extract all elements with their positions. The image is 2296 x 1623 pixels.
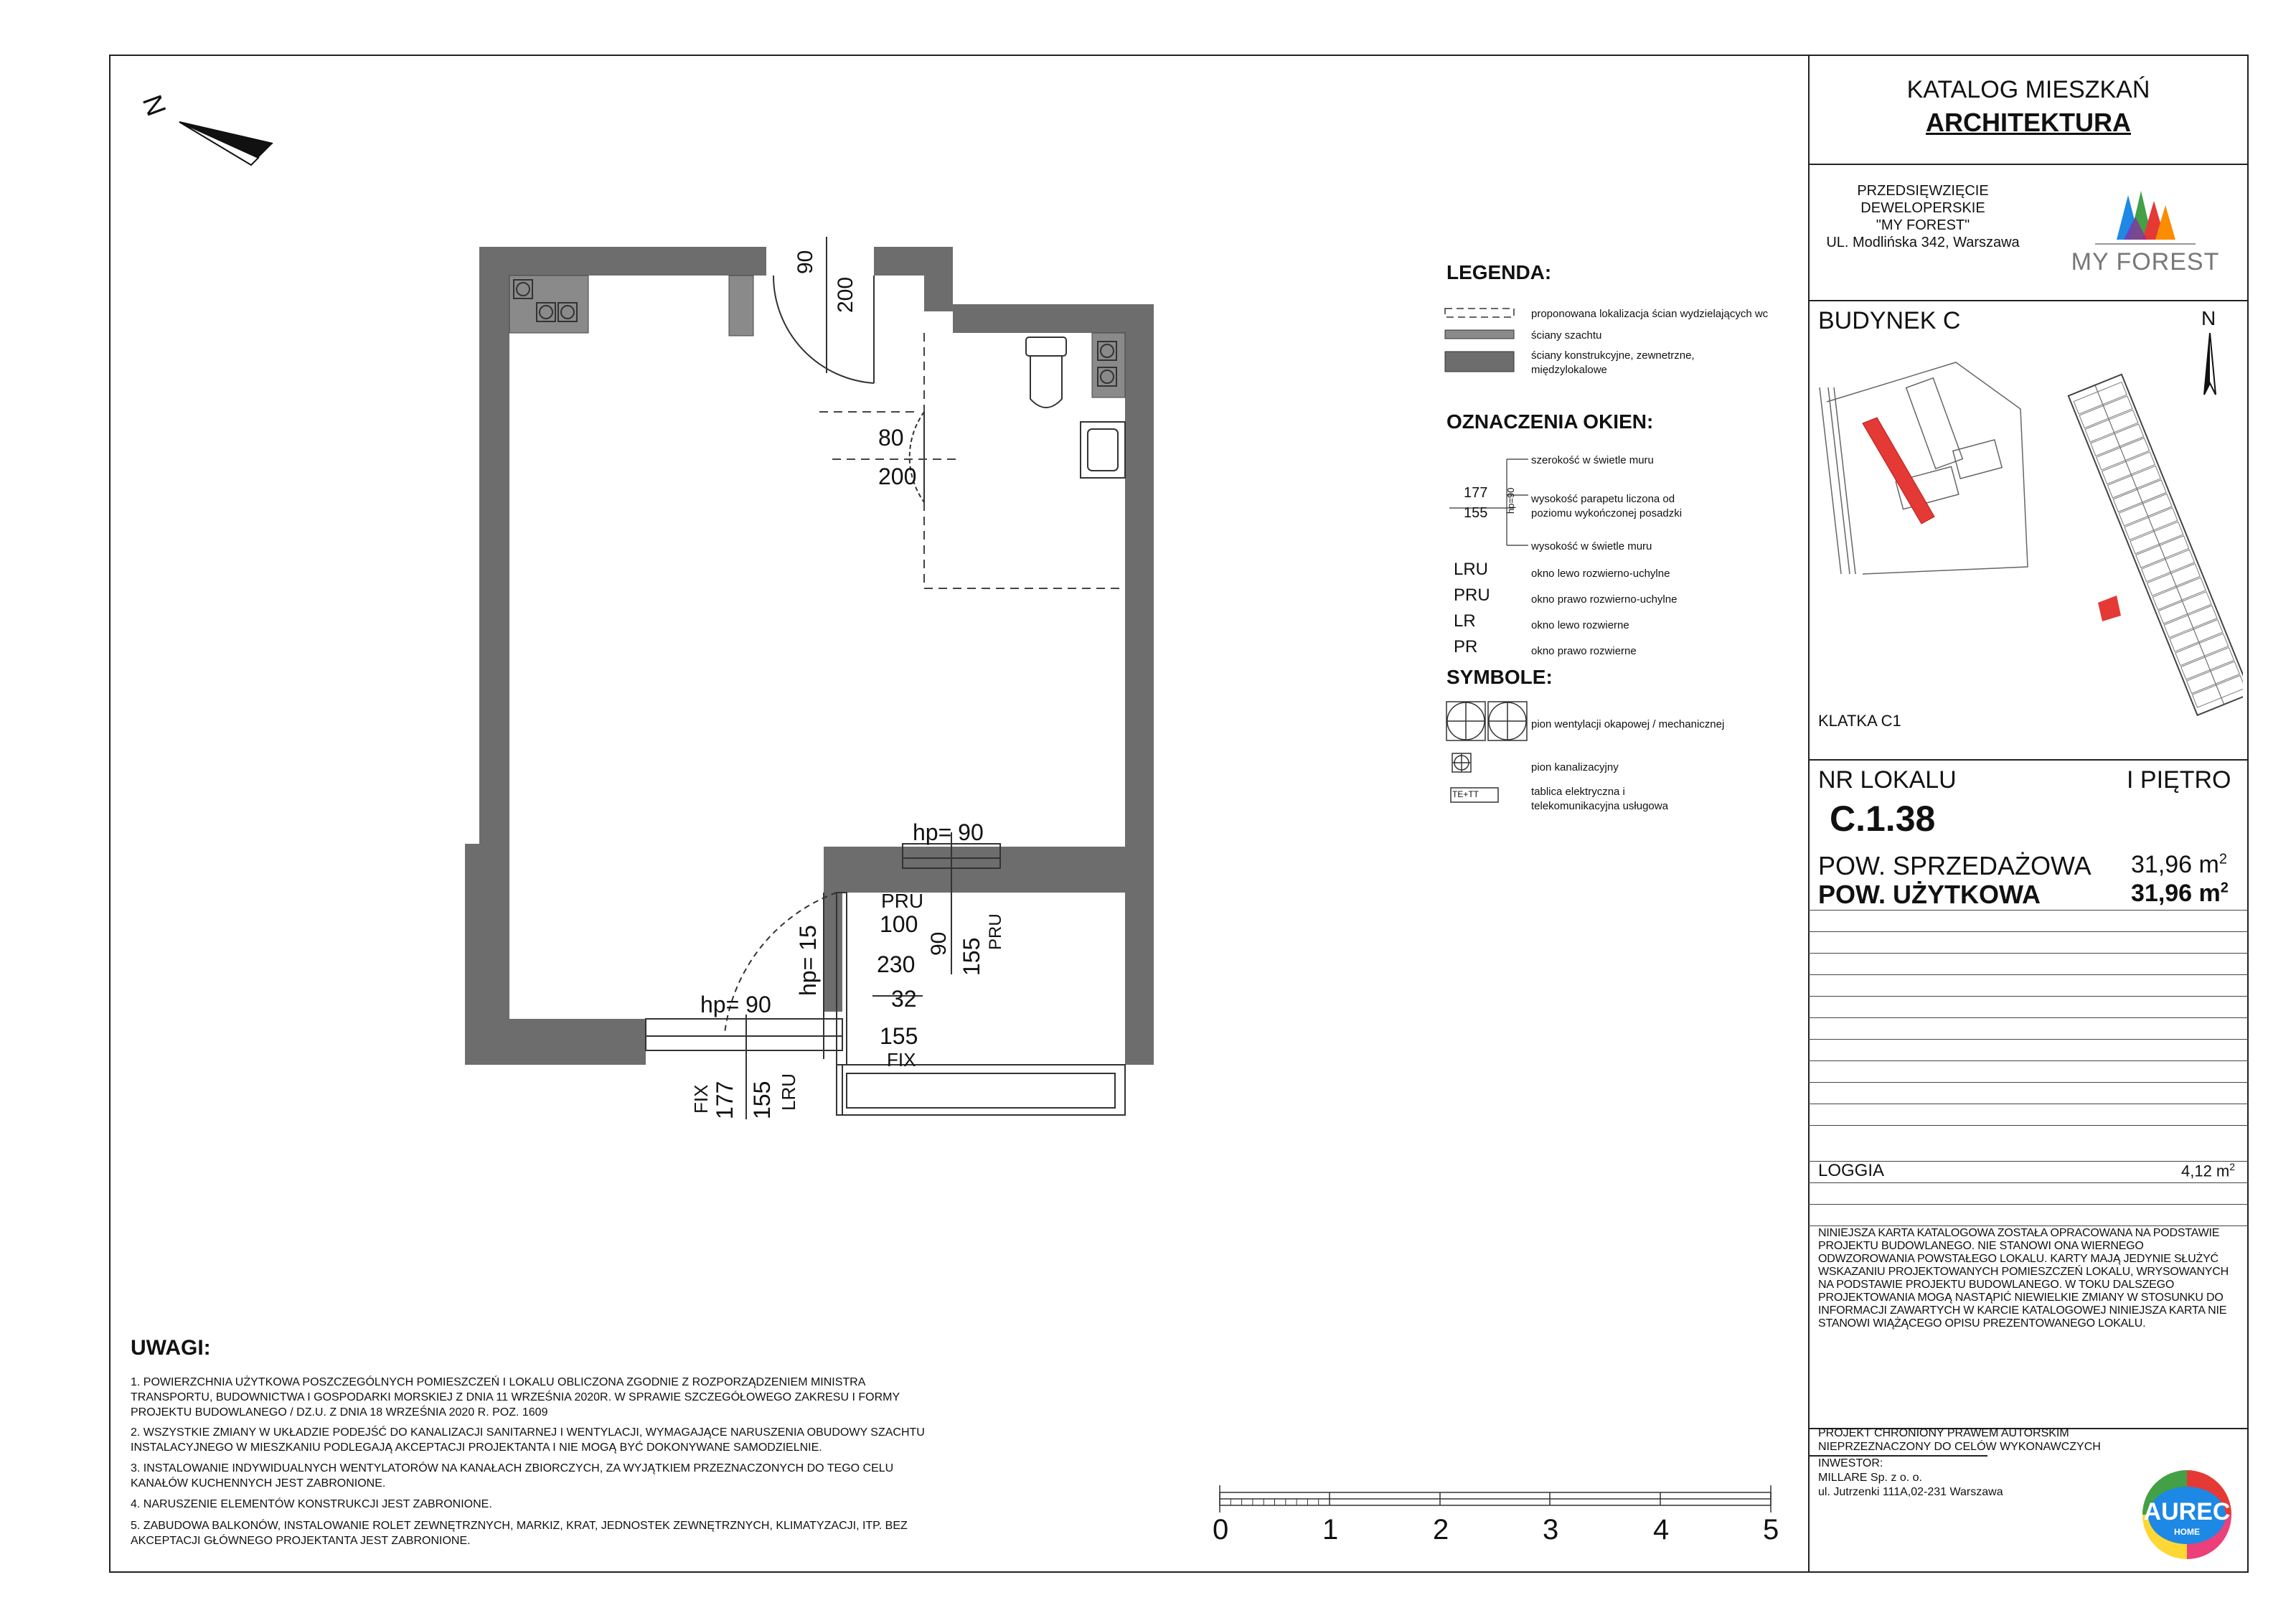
window-fix-height: 155: [880, 1023, 918, 1049]
window-top-hp: hp= 90: [913, 819, 984, 845]
legend-item: międzylokalowe: [1531, 364, 1607, 376]
scale-tick: 3: [1543, 1514, 1559, 1546]
disclaimer-text: NINIEJSZA KARTA KATALOGOWA ZOSTAŁA OPRACOWANA NA PODSTAWIE PROJEKTU BUDOWLANEGO. NIE STANOWI ONA WIERNEGO ODWZOROWANIA POWSTAŁEGO LOKALU. KARTY MAJĄ JEDYNIE SŁUŻYĆ WSKAZANIU PROJEKTOWANYCH POMIESZCZEŃ LOKALU, WRYSOWANYCH NA PODSTAWIE PROJEKTU BUDOWLANEGO. W TOKU DALSZEGO PROJEKTOWANIA MOGĄ NASTĄPIĆ NIEWIELKIE ZMIANY W STOSUNKU DO INFORMACJI ZAWARTYCH W KARCIE KATALOGOWEJ NINIEJSZA KARTA NIE STANOWI WIĄŻĄCEGO OPISU PREZENTOWANEGO LOKALU.: [1818, 1227, 2229, 1330]
aurec-logo-sub: HOME: [2174, 1527, 2200, 1537]
panel-divider: [1808, 164, 2249, 165]
panel-divider: [1808, 300, 2249, 301]
building-north-label: N: [2201, 307, 2216, 329]
panel-divider: [1808, 931, 2249, 932]
window-bottom-type: LRU: [778, 1073, 799, 1111]
window-fix-type: FIX: [887, 1049, 916, 1071]
window-type-code: PR: [1454, 637, 1478, 657]
scale-tick: 2: [1433, 1514, 1449, 1546]
investment-address: UL. Modlińska 342, Warszawa: [1826, 235, 2020, 250]
window-type-desc: okno lewo rozwierno-uchylne: [1531, 568, 1670, 580]
window-type-code: LR: [1454, 611, 1476, 631]
window-legend-diagram: [1442, 445, 1535, 552]
sales-area-label: POW. SPRZEDAŻOWA: [1818, 851, 2092, 880]
scale-tick: 4: [1653, 1514, 1670, 1546]
panel-divider: [1808, 1182, 2249, 1183]
scale-tick: 1: [1322, 1514, 1339, 1546]
window-legend-sill: poziomu wykończonej posadzki: [1531, 507, 1683, 519]
investor-info: [1818, 1457, 2003, 1500]
window-example-top: 177: [1464, 485, 1488, 501]
symbol-desc: telekomunikacyjna usługowa: [1531, 800, 1668, 812]
investor-name: MILLARE Sp. z o. o.: [1818, 1472, 1922, 1484]
window-type-code: LRU: [1454, 560, 1489, 579]
floor-plan: [0, 0, 1220, 1177]
unit-number: C.1.38: [1830, 799, 1936, 839]
panel-divider: [1808, 996, 2249, 997]
note-item: 4. NARUSZENIE ELEMENTÓW KONSTRUKCJI JEST ZABRONIONE.: [131, 1498, 492, 1510]
aurec-logo-text: AUREC: [2143, 1498, 2231, 1525]
panel-divider: [1808, 910, 2249, 911]
door2-width: 80: [878, 425, 904, 451]
copyright-line: PROJEKT CHRONIONY PRAWEM AUTORSKIM: [1818, 1427, 2069, 1439]
my-forest-logo: [2066, 188, 2224, 281]
investor-address: ul. Jutrzenki 111A,02-231 Warszawa: [1818, 1486, 2003, 1498]
window-bottom-hp: hp= 90: [700, 992, 771, 1017]
copyright-note: [1818, 1426, 2101, 1454]
unit-nr-label: NR LOKALU: [1818, 766, 1957, 794]
window-bottom-177: 177: [712, 1081, 738, 1119]
building-label: BUDYNEK C: [1818, 307, 1961, 334]
loggia-number: 4,12 m: [2181, 1162, 2230, 1180]
panel-divider: [1808, 1039, 2249, 1040]
window-top-height-type: PRU: [986, 913, 1005, 950]
investor-label: INWESTOR:: [1818, 1457, 1883, 1469]
investment-line: "MY FOREST": [1876, 217, 1970, 233]
window-top-width: 100: [880, 911, 918, 937]
scale-tick: 0: [1213, 1514, 1229, 1546]
panel-divider: [1808, 1125, 2249, 1126]
catalog-title: KATALOG MIESZKAŃ: [1906, 76, 2150, 103]
panel-divider: [1808, 759, 2249, 761]
stair-label: KLATKA C1: [1818, 712, 1901, 730]
window-type-desc: okno prawo rozwierne: [1531, 645, 1637, 657]
scale-bar: [1205, 1478, 1794, 1521]
window-legend-height: wysokość w świetle muru: [1531, 540, 1652, 552]
usable-area-number: 31,96 m: [2131, 880, 2221, 907]
window-example-bottom: 155: [1464, 505, 1488, 521]
window-bottom-155: 155: [749, 1081, 775, 1119]
legend-item: ściany konstrukcyjne, zewnetrzne,: [1531, 349, 1695, 362]
symbols-title: SYMBOLE:: [1446, 666, 1553, 688]
note-item: 2. WSZYSTKIE ZMIANY W UKŁADZIE PODEJŚĆ DO KANALIZACJI SANITARNEJ I WENTYLACJI, WYMAGAJĄCE NARUSZENIA OBUDOWY SZACHTU INSTALACYJNEGO W MIESZKANIU PODLEGAJĄ AKCEPTACJI PROJEKTANTA I NIE MOGĄ BYĆ DOKONYWANE SAMODZIELNIE.: [131, 1426, 925, 1454]
note-item: 5. ZABUDOWA BALKONÓW, INSTALOWANIE ROLET ZEWNĘTRZNYCH, MARKIZ, KRAT, JEDNOSTEK ZEWNĘTRZNYCH, KLIMATYZACJI, ITP. BEZ AKCEPTACJI GŁÓWNEGO PROJEKTANTA JEST ZABRONIONE.: [131, 1520, 908, 1547]
copyright-line: NIEPRZEZNACZONY DO CELÓW WYKONAWCZYCH: [1818, 1441, 2101, 1453]
legend-item: proponowana lokalizacja ścian wydzielających wc: [1531, 308, 1769, 320]
panel-divider: [1808, 1017, 2249, 1018]
symbol-box-label: TE+TT: [1452, 789, 1479, 799]
logo-text: MY FOREST: [2071, 248, 2220, 276]
compass-label: N: [136, 91, 171, 121]
symbol-desc: pion kanalizacyjny: [1531, 761, 1619, 773]
panel-divider: [1808, 974, 2249, 975]
window-top-type: PRU: [881, 890, 924, 912]
legend-swatches: [1442, 301, 1521, 380]
catalog-subtitle: ARCHITEKTURA: [1926, 108, 2131, 137]
window-legend-sill: wysokość parapetu liczona od: [1531, 493, 1675, 505]
sup: 2: [2219, 851, 2227, 867]
window-type-desc: okno lewo rozwierne: [1531, 619, 1629, 631]
balcony-hp: hp= 15: [795, 925, 821, 996]
window-legend-width: szerokość w świetle muru: [1531, 454, 1654, 466]
loggia-value: [2181, 1161, 2235, 1180]
unit-floor: I PIĘTRO: [2127, 766, 2231, 794]
scale-tick: 5: [1763, 1514, 1779, 1546]
door1-height: 200: [834, 276, 857, 313]
note-item: 1. POWIERZCHNIA UŻYTKOWA POSZCZEGÓLNYCH POMIESZCZEŃ I LOKALU OBLICZONA ZGODNIE Z ROZPORZĄDZENIEM MINISTRA TRANSPORTU, BUDOWNICTWA I GOSPODARKI MORSKIEJ Z DNIA 11 WRZEŚNIA 2020R. W SPRAWIE SZCZEGÓŁOWEGO ZAKRESU I FORMY PROJEKTU BUDOWLANEGO / DZ.U. Z DNIA 18 WRZEŚNIA 2020 R. POZ. 1609: [131, 1376, 900, 1419]
window-top-90: 90: [927, 931, 951, 956]
panel-divider: [1808, 1082, 2249, 1083]
door2-height: 200: [878, 464, 917, 489]
window-type-desc: okno prawo rozwierno-uchylne: [1531, 593, 1678, 606]
panel-divider: [1808, 1204, 2249, 1205]
window-type-code: PRU: [1454, 585, 1490, 605]
window-bottom-fix: FIX: [690, 1084, 712, 1114]
window-example-hp: hp=90: [1505, 487, 1516, 514]
balcony-width: 32: [891, 986, 917, 1012]
legend-item: ściany szachtu: [1531, 329, 1602, 342]
sup: 2: [2220, 880, 2229, 896]
door1-width: 90: [794, 250, 817, 274]
investment-line: DEWELOPERSKIE: [1860, 200, 1985, 216]
windows-title: OZNACZENIA OKIEN:: [1446, 410, 1654, 433]
sales-area-value: [2131, 851, 2227, 879]
loggia-label: LOGGIA: [1818, 1161, 1885, 1180]
usable-area-label: POW. UŻYTKOWA: [1818, 880, 2041, 909]
panel-divider: [1808, 1060, 2249, 1061]
symbol-desc: pion wentylacji okapowej / mechanicznej: [1531, 718, 1725, 730]
balcony-height: 230: [877, 951, 916, 977]
notes-title: UWAGI:: [131, 1336, 211, 1360]
investment-info: [1808, 182, 2038, 251]
panel-divider: [1808, 953, 2249, 954]
investment-line: PRZEDSIĘWZIĘCIE: [1857, 183, 1989, 199]
sup: 2: [2229, 1161, 2236, 1172]
sales-area-number: 31,96 m: [2131, 851, 2219, 878]
site-plan: [1812, 359, 2243, 732]
symbol-desc: tablica elektryczna i: [1531, 786, 1625, 798]
legend-title: LEGENDA:: [1446, 261, 1552, 283]
usable-area-value: [2131, 880, 2229, 908]
aurec-logo: [2137, 1468, 2237, 1561]
window-top-height: 155: [959, 937, 984, 976]
note-item: 3. INSTALOWANIE INDYWIDUALNYCH WENTYLATORÓW NA KANAŁACH ZBIORCZYCH, ZA WYJĄTKIEM PRZEZNACZONYCH DO TEGO CELU KANAŁÓW KUCHENNYCH JEST ZABRONIONE.: [131, 1462, 894, 1490]
